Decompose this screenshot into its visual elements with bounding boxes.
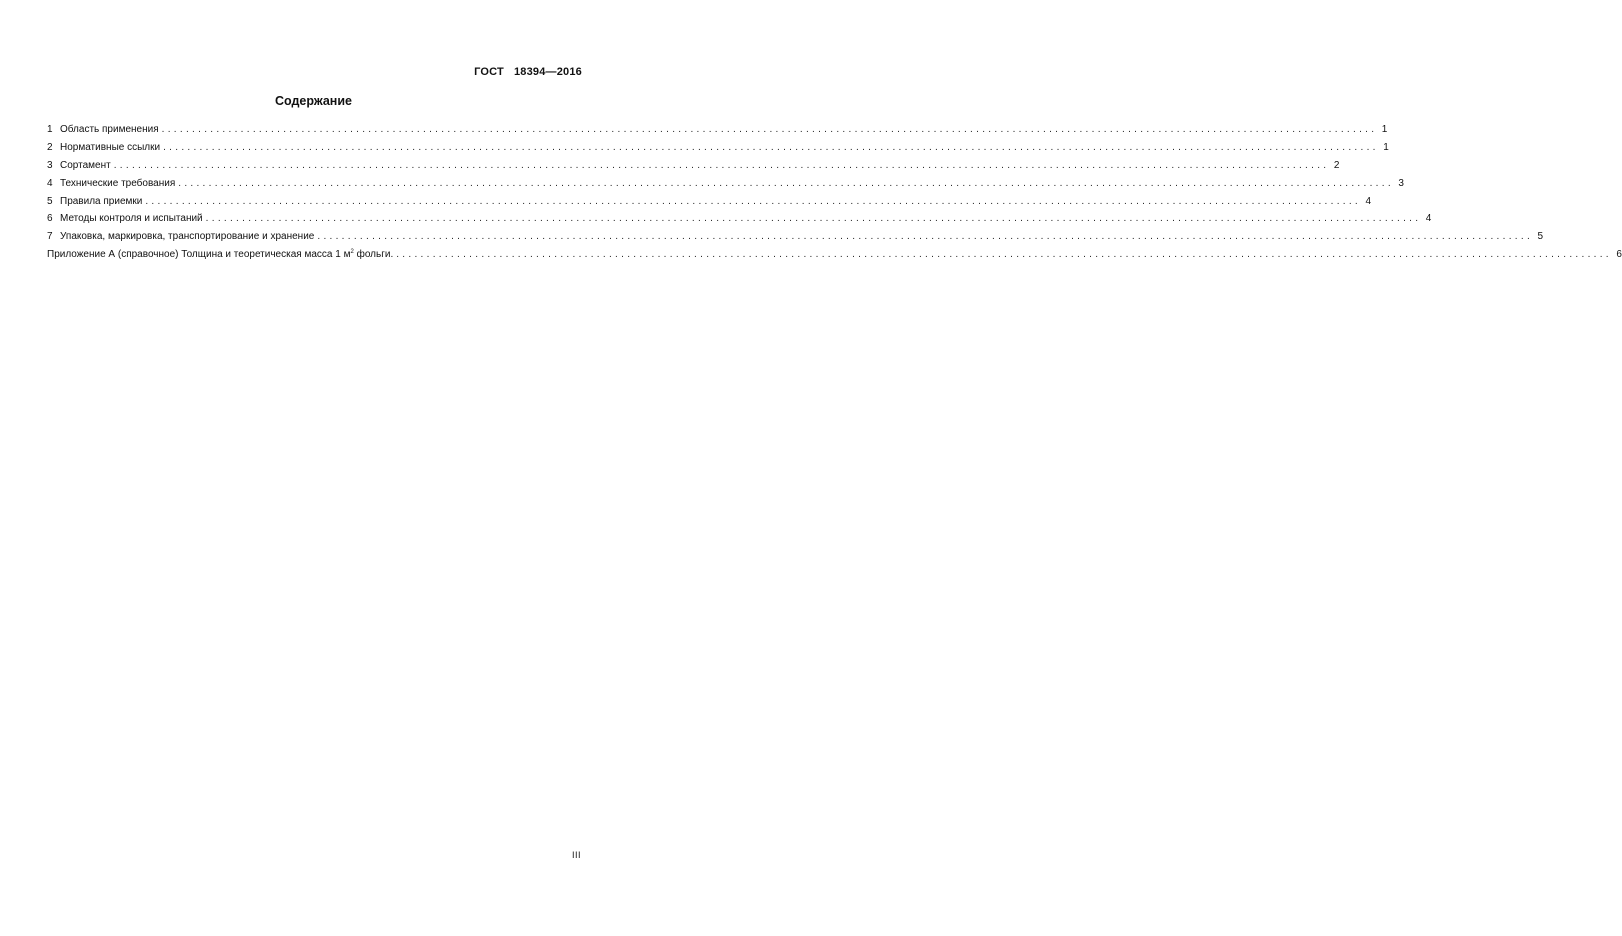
toc-item-page: 5 [1537, 231, 1544, 243]
toc-item-page: 1 [1383, 141, 1389, 153]
table-of-contents [47, 121, 1622, 264]
toc-leader-dots: ........................................................................................................................................................................................................ [113, 159, 1330, 171]
annex-label-superscript: 2 [350, 249, 354, 256]
toc-item[interactable] [47, 121, 1388, 139]
toc-item-label: Нормативные ссылки [60, 141, 161, 153]
toc-item-number: 2 [47, 141, 53, 153]
toc-item[interactable] [47, 175, 1404, 193]
toc-title: Содержание [274, 94, 352, 108]
standard-prefix: ГОСТ [474, 66, 504, 78]
document-code [474, 66, 582, 78]
annex-label-tail: фольги. [353, 249, 394, 261]
page-number: III [571, 850, 581, 860]
toc-annex-label [47, 246, 396, 264]
toc-item-label: Правила приемки [60, 195, 143, 207]
toc-item-number: 7 [47, 231, 53, 243]
toc-item[interactable] [47, 193, 1372, 211]
toc-item-page: 3 [1398, 177, 1404, 189]
toc-item-page: 4 [1365, 195, 1372, 207]
toc-annex-item[interactable] [47, 246, 1622, 264]
toc-item-page: 1 [1381, 124, 1388, 135]
toc-item-label: Упаковка, маркировка, транспортирование и хранение [60, 231, 315, 243]
toc-leader-dots: ........................................................................................................................................................................................................ [178, 177, 1394, 189]
toc-leader-dots: ........................................................................................................................................................................................................ [161, 124, 1378, 135]
toc-item-page: 2 [1333, 159, 1340, 171]
toc-leader-dots: ........................................................................................................................................................................................................ [163, 141, 1379, 153]
toc-item-number: 3 [47, 159, 53, 171]
toc-item-number: 4 [47, 177, 53, 189]
toc-item-label: Сортамент [60, 159, 111, 171]
toc-item-number: 1 [47, 124, 53, 135]
toc-item-number: 6 [47, 213, 53, 225]
toc-leader-dots: ........................................................................................................................................................................................................ [396, 249, 1612, 261]
toc-annex-page: 6 [1616, 249, 1622, 261]
toc-item-label: Область применения [60, 124, 159, 135]
toc-leader-dots: ........................................................................................................................................................................................................ [205, 213, 1422, 225]
toc-item-label: Технические требования [60, 177, 176, 189]
standard-number: 18394—2016 [513, 66, 582, 78]
annex-label-main: Приложение А (справочное) Толщина и теоретическая масса 1 м [47, 249, 351, 261]
toc-item[interactable] [47, 157, 1340, 175]
toc-item-number: 5 [47, 195, 53, 207]
toc-leader-dots: ........................................................................................................................................................................................................ [317, 231, 1534, 243]
toc-leader-dots: ........................................................................................................................................................................................................ [145, 195, 1362, 207]
toc-item[interactable] [47, 228, 1544, 246]
toc-item[interactable] [47, 139, 1389, 157]
toc-item-page: 4 [1425, 213, 1432, 225]
toc-item[interactable] [47, 210, 1432, 228]
toc-item-label: Методы контроля и испытаний [60, 213, 203, 225]
